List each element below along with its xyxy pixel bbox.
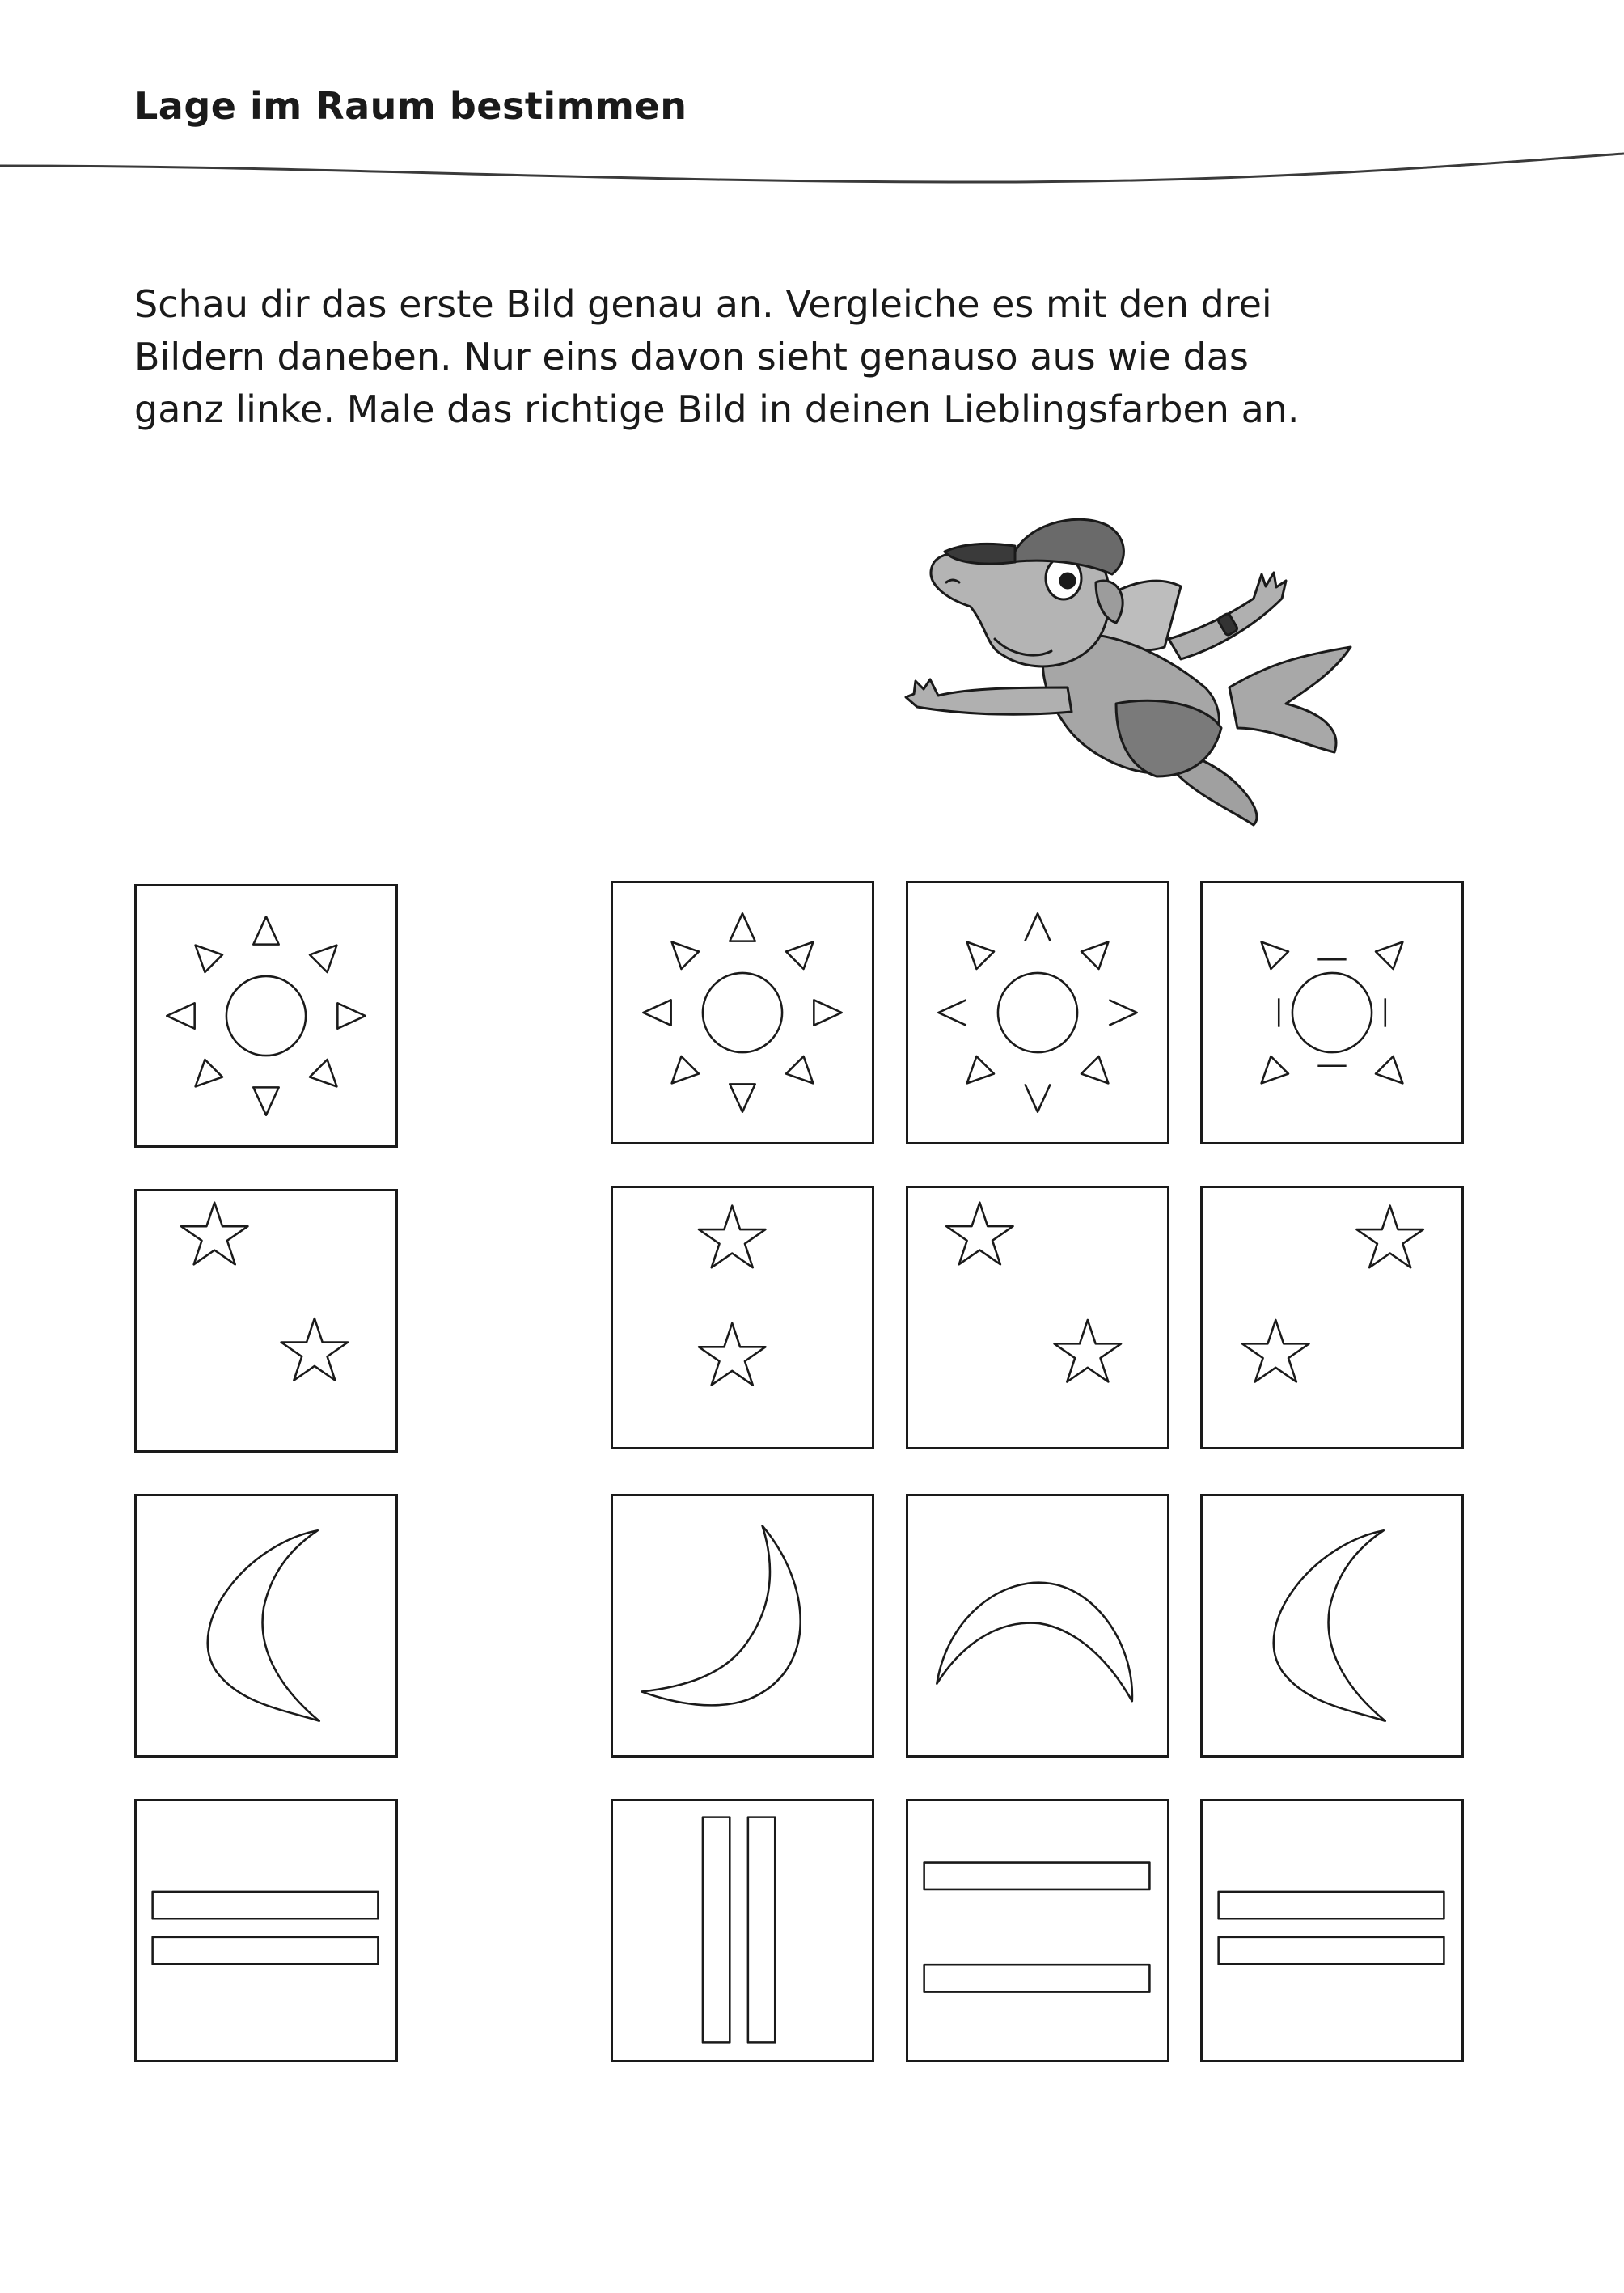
option-box-bars-1[interactable] [611,1799,874,2062]
stars-icon [1203,1188,1461,1447]
option-box-bars-3[interactable] [1200,1799,1464,2062]
stars-icon [137,1191,395,1450]
bars-icon [613,1801,872,2060]
option-box-stars-2[interactable] [906,1186,1169,1449]
moon-icon [137,1496,395,1755]
instructions [134,278,1509,436]
bars-icon [908,1801,1167,2060]
sun-icon [1203,883,1461,1142]
instruction-line: ganz linke. Male das richtige Bild in deinen Lieblingsfarben an. [134,387,1300,431]
option-box-stars-3[interactable] [1200,1186,1464,1449]
instruction-line: Bildern daneben. Nur eins davon sieht genauso aus wie das [134,335,1249,379]
reference-box-bars [134,1799,398,2062]
sun-icon [908,883,1167,1142]
option-box-moon-2[interactable] [906,1494,1169,1758]
moon-icon [613,1496,872,1755]
option-box-bars-2[interactable] [906,1799,1169,2062]
reference-box-moon [134,1494,398,1758]
option-box-stars-1[interactable] [611,1186,874,1449]
instruction-line: Schau dir das erste Bild genau an. Vergleiche es mit den drei [134,282,1272,326]
reference-box-stars [134,1189,398,1453]
page-title: Lage im Raum bestimmen [134,84,687,128]
option-box-sun-3[interactable] [1200,881,1464,1144]
option-box-sun-1[interactable] [611,881,874,1144]
bars-icon [1203,1801,1461,2060]
option-box-moon-1[interactable] [611,1494,874,1758]
stars-icon [908,1188,1167,1447]
sun-icon [137,886,395,1145]
stars-icon [613,1188,872,1447]
sun-icon [613,883,872,1142]
dragon-icon [849,485,1359,849]
moon-icon [908,1496,1167,1755]
reference-box-sun [134,884,398,1148]
bars-icon [137,1801,395,2060]
option-box-sun-2[interactable] [906,881,1169,1144]
moon-icon [1203,1496,1461,1755]
option-box-moon-3[interactable] [1200,1494,1464,1758]
